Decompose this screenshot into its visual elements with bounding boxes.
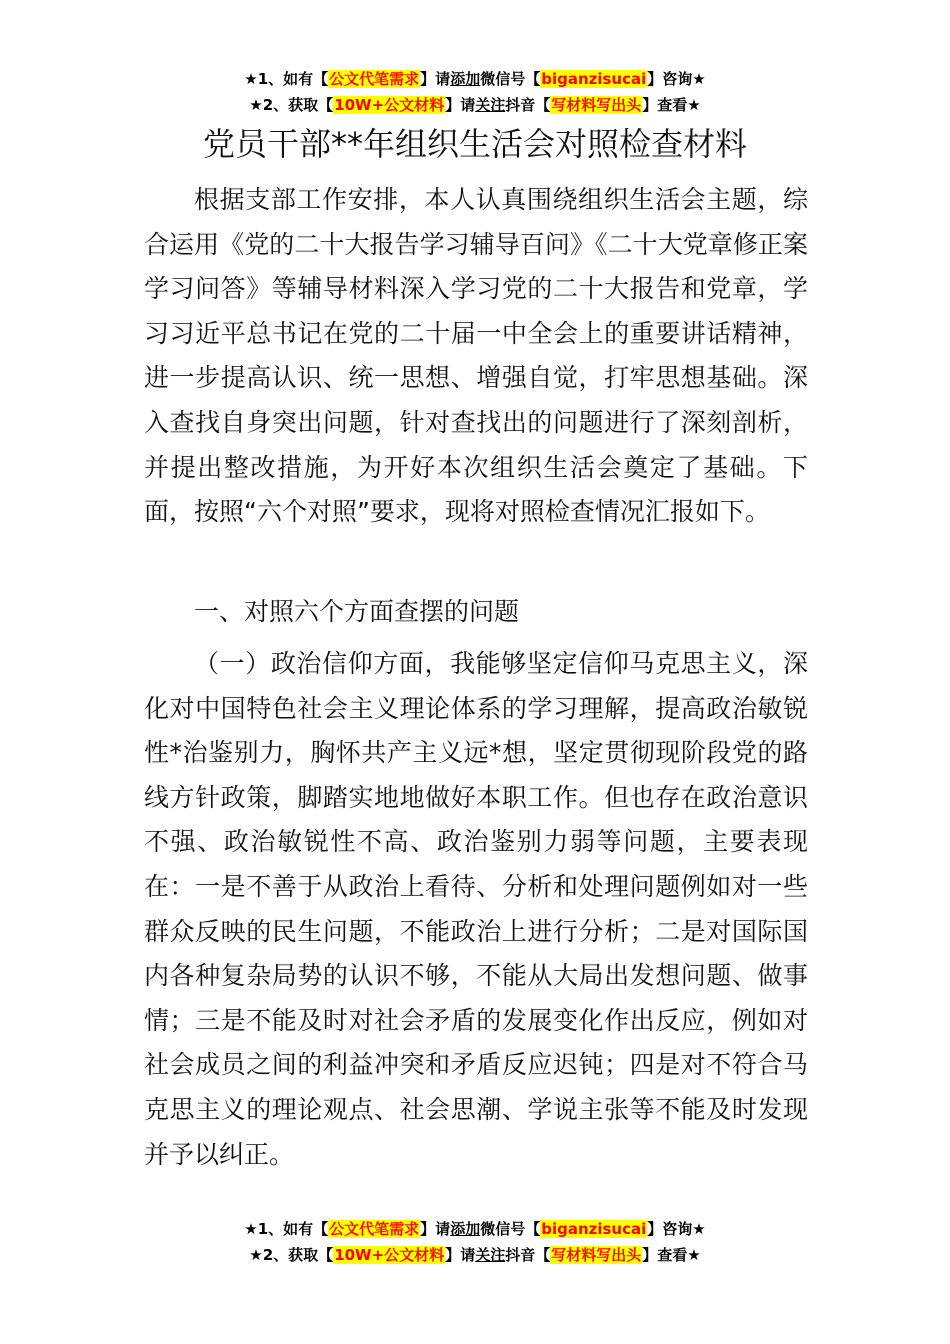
banner-line-1	[0, 66, 950, 92]
banner-text: ★2、获取【	[249, 1246, 334, 1264]
banner-text: ★1、如有【	[244, 1220, 329, 1238]
banner-text: 】请	[445, 1246, 476, 1264]
header-banner	[0, 66, 950, 118]
banner-text: 微信号【	[480, 1220, 541, 1238]
banner-line-2	[0, 1242, 950, 1268]
section-heading: 一、对照六个方面查摆的问题	[194, 597, 520, 626]
banner-text: 】请	[445, 96, 476, 114]
banner-text: ★2、获取【	[249, 96, 334, 114]
banner-highlight: 公文代笔需求	[329, 70, 420, 88]
banner-text: ★1、如有【	[244, 70, 329, 88]
section-heading-container	[144, 590, 808, 635]
banner-text: 】查看★	[642, 1246, 701, 1264]
banner-highlight: 公文代笔需求	[329, 1220, 420, 1238]
banner-text: 】咨询★	[647, 70, 706, 88]
document-body	[144, 178, 808, 535]
banner-underline: 关注	[475, 96, 506, 114]
banner-text: 微信号【	[480, 70, 541, 88]
banner-highlight: 写材料写出头	[551, 1246, 642, 1264]
banner-text: 】咨询★	[647, 1220, 706, 1238]
banner-highlight: 10W+公文材料	[334, 1246, 445, 1264]
banner-line-2	[0, 92, 950, 118]
banner-underline: 关注	[475, 1246, 506, 1264]
item-paragraph: （一）政治信仰方面，我能够坚定信仰马克思主义，深化对中国特色社会主义理论体系的学习理解，提高政治敏锐性*治鉴别力，胸怀共产主义远*想，坚定贯彻现阶段党的路线方针政策，脚踏实地地做好本职工作。但也存在政治意识不强、政治敏锐性不高、政治鉴别力弱等问题，主要表现在：一是不善于从政治上看待、分析和处理问题例如对一些群众反映的民生问题，不能政治上进行分析；二是对国际国内各种复杂局势的认识不够，不能从大局出发想问题、做事情；三是不能及时对社会矛盾的发展变化作出反应，例如对社会成员之间的利益冲突和矛盾反应迟钝；四是对不符合马克思主义的理论观点、社会思潮、学说主张等不能及时发现并予以纠正。	[144, 649, 808, 1169]
banner-underline: 添加	[450, 1220, 481, 1238]
banner-underline: 添加	[450, 70, 481, 88]
banner-highlight: 写材料写出头	[551, 96, 642, 114]
intro-paragraph: 根据支部工作安排，本人认真围绕组织生活会主题，综合运用《党的二十大报告学习辅导百问》《二十大党章修正案学习问答》等辅导材料深入学习党的二十大报告和党章，学习习近平总书记在党的二十届一中全会上的重要讲话精神，进一步提高认识、统一思想、增强自觉，打牢思想基础。深入查找自身突出问题，针对查找出的问题进行了深刻剖析，并提出整改措施，为开好本次组织生活会奠定了基础。下面，按照“六个对照”要求，现将对照检查情况汇报如下。	[144, 185, 808, 527]
banner-highlight: 10W+公文材料	[334, 96, 445, 114]
document-title: 党员干部**年组织生活会对照检查材料	[202, 125, 747, 163]
banner-text: 抖音【	[505, 96, 551, 114]
item-container	[144, 642, 808, 1177]
banner-line-1	[0, 1216, 950, 1242]
banner-text: 】请	[420, 70, 451, 88]
banner-text: 】查看★	[642, 96, 701, 114]
footer-banner	[0, 1216, 950, 1268]
banner-text: 抖音【	[505, 1246, 551, 1264]
banner-highlight: biganzisucai	[541, 1220, 647, 1238]
banner-text: 】请	[420, 1220, 451, 1238]
banner-highlight: biganzisucai	[541, 70, 647, 88]
